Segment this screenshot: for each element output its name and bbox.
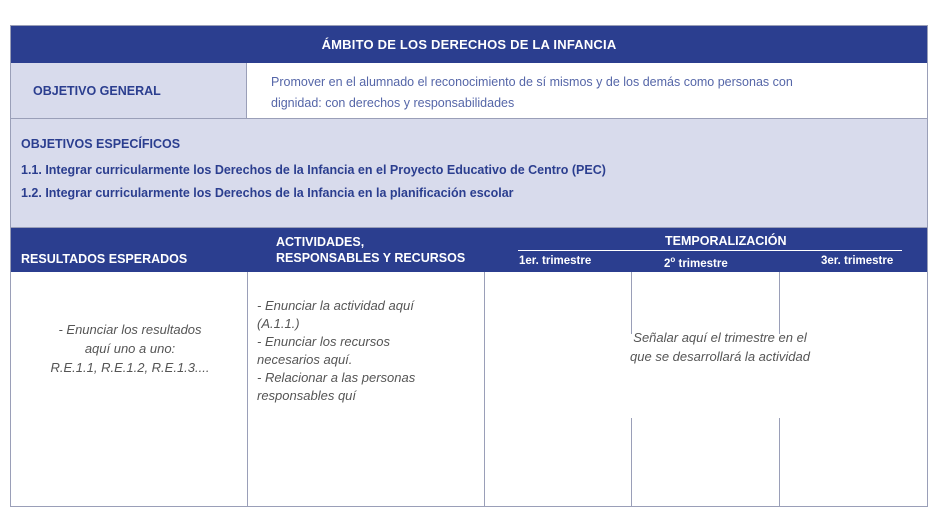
resultados-line: aquí uno a uno: [84,341,176,356]
header-trimestre-2 [664,255,728,270]
actividades-line: (A.1.1.) [257,316,300,331]
header-trimestre-3: 3er. trimestre [821,255,894,267]
actividades-placeholder [257,297,467,405]
column-divider [484,272,485,507]
actividades-line: - Enunciar la actividad aquí [257,298,414,313]
header-actividades-line: RESPONSABLES Y RECURSOS [276,251,466,265]
actividades-line: - Enunciar los recursos [257,334,390,349]
trimestre-2-label: trimestre [675,257,728,270]
actividades-line: responsables quí [257,388,357,403]
objetivo-general-label: OBJETIVO GENERAL [11,63,247,118]
header-temporalizacion: TEMPORALIZACIÓN [665,234,787,248]
trimestre-2-number: 2 [664,257,671,270]
column-divider [247,272,248,507]
column-header-row [11,228,927,272]
objetivo-general-line: Promover en el alumnado el reconocimiento de sí mismos y de los demás como personas con [271,75,793,89]
trimestre-divider [779,418,780,507]
objetivo-especifico-item: 1.2. Integrar curricularmente los Derechos de la Infancia en la planificación escolar [21,186,514,200]
objetivos-especificos-label: OBJETIVOS ESPECÍFICOS [21,137,181,151]
trimestre-divider [631,418,632,507]
header-actividades [276,234,465,266]
header-trimestre-1: 1er. trimestre [519,255,592,267]
trimestre-divider [631,272,632,334]
header-actividades-line: ACTIVIDADES, [276,235,365,249]
plan-table [10,25,928,507]
resultados-placeholder [30,320,230,377]
resultados-line: - Enunciar los resultados [58,322,202,337]
objetivo-general-row [11,63,927,119]
header-resultados: RESULTADOS ESPERADOS [21,252,188,266]
objetivo-general-text [271,72,871,114]
temporalizacion-placeholder [600,328,840,366]
trimestre-2-ordinal: o [670,255,676,264]
objetivo-general-line: dignidad: con derechos y responsabilidades [271,96,515,110]
table-title: ÁMBITO DE LOS DERECHOS DE LA INFANCIA [11,26,927,63]
temporalizacion-line: Señalar aquí el trimestre en el [633,330,807,345]
trimestre-divider [779,272,780,334]
resultados-line: R.E.1.1, R.E.1.2, R.E.1.3.... [50,360,210,375]
temporalizacion-line: que se desarrollará la actividad [630,349,810,364]
objetivo-especifico-item: 1.1. Integrar curricularmente los Derechos de la Infancia en el Proyecto Educativo de Centro (PEC) [21,163,606,177]
actividades-line: - Relacionar a las personas [257,370,416,385]
actividades-line: necesarios aquí. [257,352,353,367]
header-divider [518,250,902,251]
objetivos-especificos-section [11,119,927,228]
